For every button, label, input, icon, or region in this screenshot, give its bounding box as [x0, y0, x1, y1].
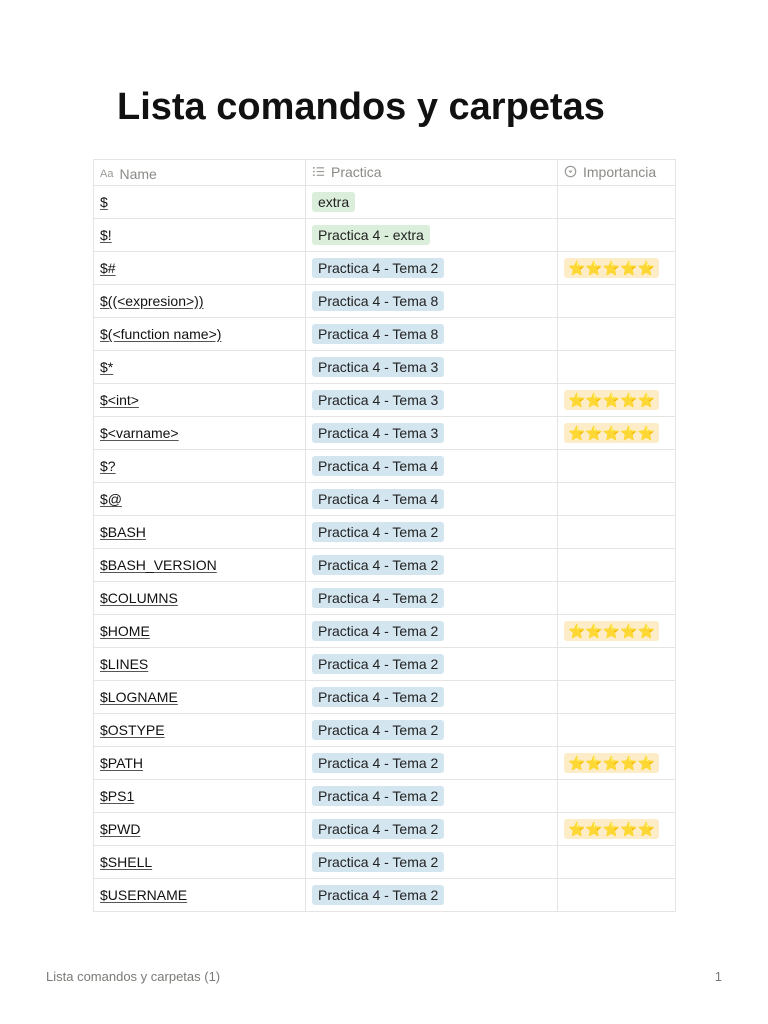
importancia-star-rating: ⭐⭐⭐⭐⭐ — [564, 819, 659, 839]
cell-importancia — [558, 351, 676, 384]
practica-tag: Practica 4 - Tema 2 — [312, 522, 444, 542]
cell-name — [94, 846, 306, 879]
cell-practica — [306, 285, 558, 318]
row-name-link[interactable]: $HOME — [100, 623, 150, 639]
cell-practica — [306, 846, 558, 879]
importancia-star-rating: ⭐⭐⭐⭐⭐ — [564, 753, 659, 773]
cell-practica — [306, 681, 558, 714]
cell-importancia — [558, 879, 676, 912]
table-row[interactable] — [94, 384, 676, 417]
importancia-star-rating: ⭐⭐⭐⭐⭐ — [564, 258, 659, 278]
cell-importancia — [558, 648, 676, 681]
practica-tag: Practica 4 - Tema 2 — [312, 753, 444, 773]
table-row[interactable] — [94, 351, 676, 384]
table-row[interactable] — [94, 219, 676, 252]
table-row[interactable] — [94, 186, 676, 219]
table-row[interactable] — [94, 747, 676, 780]
cell-practica — [306, 582, 558, 615]
cell-name — [94, 450, 306, 483]
practica-tag: Practica 4 - Tema 8 — [312, 324, 444, 344]
practica-tag: Practica 4 - Tema 2 — [312, 786, 444, 806]
table-row[interactable] — [94, 582, 676, 615]
table-row[interactable] — [94, 879, 676, 912]
table-row[interactable] — [94, 252, 676, 285]
cell-importancia — [558, 615, 676, 648]
cell-name — [94, 285, 306, 318]
cell-practica — [306, 417, 558, 450]
row-name-link[interactable]: $COLUMNS — [100, 590, 178, 606]
cell-importancia — [558, 219, 676, 252]
row-name-link[interactable]: $BASH_VERSION — [100, 557, 217, 573]
cell-name — [94, 813, 306, 846]
cell-practica — [306, 219, 558, 252]
practica-tag: Practica 4 - Tema 2 — [312, 621, 444, 641]
cell-importancia — [558, 846, 676, 879]
table-row[interactable] — [94, 615, 676, 648]
cell-name — [94, 384, 306, 417]
importancia-star-rating: ⭐⭐⭐⭐⭐ — [564, 621, 659, 641]
cell-practica — [306, 813, 558, 846]
importancia-star-rating: ⭐⭐⭐⭐⭐ — [564, 423, 659, 443]
cell-practica — [306, 186, 558, 219]
cell-practica — [306, 252, 558, 285]
column-header-label: Name — [119, 165, 157, 182]
cell-name — [94, 714, 306, 747]
row-name-link[interactable]: $<varname> — [100, 425, 179, 441]
practica-tag: Practica 4 - Tema 8 — [312, 291, 444, 311]
row-name-link[interactable]: $LINES — [100, 656, 149, 672]
cell-practica — [306, 516, 558, 549]
cell-practica — [306, 318, 558, 351]
practica-tag: Practica 4 - extra — [312, 225, 430, 245]
cell-practica — [306, 450, 558, 483]
cell-importancia — [558, 285, 676, 318]
practica-tag: Practica 4 - Tema 2 — [312, 885, 444, 905]
row-name-link[interactable]: $PATH — [100, 755, 144, 771]
cell-practica — [306, 714, 558, 747]
select-icon — [564, 165, 577, 178]
column-header-label: Importancia — [583, 163, 657, 180]
cell-importancia — [558, 747, 676, 780]
cell-importancia — [558, 483, 676, 516]
cell-importancia — [558, 186, 676, 219]
cell-importancia — [558, 813, 676, 846]
cell-importancia — [558, 582, 676, 615]
table-row[interactable] — [94, 648, 676, 681]
list-icon — [312, 165, 325, 178]
cell-name — [94, 582, 306, 615]
cell-practica — [306, 384, 558, 417]
cell-name — [94, 747, 306, 780]
cell-name — [94, 516, 306, 549]
footer-page-number: 1 — [714, 969, 722, 984]
practica-tag: Practica 4 - Tema 2 — [312, 852, 444, 872]
cell-name — [94, 681, 306, 714]
cell-importancia — [558, 780, 676, 813]
row-name-link[interactable]: $! — [100, 227, 112, 243]
table-row[interactable] — [94, 813, 676, 846]
cell-practica — [306, 879, 558, 912]
column-header-practica[interactable] — [306, 160, 558, 186]
cell-name — [94, 549, 306, 582]
row-name-link[interactable]: $* — [100, 359, 114, 375]
row-name-link[interactable]: $ — [100, 194, 108, 210]
table-row[interactable] — [94, 549, 676, 582]
cell-practica — [306, 780, 558, 813]
table-row[interactable] — [94, 318, 676, 351]
cell-name — [94, 417, 306, 450]
table-row[interactable] — [94, 846, 676, 879]
table-row[interactable] — [94, 483, 676, 516]
cell-importancia — [558, 681, 676, 714]
practica-tag: Practica 4 - Tema 3 — [312, 390, 444, 410]
practica-tag: Practica 4 - Tema 3 — [312, 357, 444, 377]
cell-name — [94, 351, 306, 384]
row-name-link[interactable]: $# — [100, 260, 116, 276]
row-name-link[interactable]: $((<expresion>)) — [100, 293, 204, 309]
cell-importancia — [558, 384, 676, 417]
table-header-row — [94, 160, 676, 186]
column-header-name[interactable] — [94, 160, 306, 186]
table-row[interactable] — [94, 450, 676, 483]
practica-tag: extra — [312, 192, 355, 212]
cell-practica — [306, 615, 558, 648]
practica-tag: Practica 4 - Tema 3 — [312, 423, 444, 443]
practica-tag: Practica 4 - Tema 2 — [312, 720, 444, 740]
page-title: Lista comandos y carpetas — [117, 86, 605, 128]
row-name-link[interactable]: $LOGNAME — [100, 689, 178, 705]
practica-tag: Practica 4 - Tema 2 — [312, 654, 444, 674]
cell-name — [94, 318, 306, 351]
row-name-link[interactable]: $? — [100, 458, 116, 474]
cell-practica — [306, 351, 558, 384]
cell-name — [94, 186, 306, 219]
cell-name — [94, 879, 306, 912]
cell-importancia — [558, 417, 676, 450]
practica-tag: Practica 4 - Tema 2 — [312, 687, 444, 707]
cell-name — [94, 615, 306, 648]
importancia-star-rating: ⭐⭐⭐⭐⭐ — [564, 390, 659, 410]
cell-name — [94, 219, 306, 252]
cell-practica — [306, 747, 558, 780]
footer-document-title: Lista comandos y carpetas (1) — [46, 969, 221, 984]
cell-importancia — [558, 450, 676, 483]
column-header-importancia[interactable] — [558, 160, 676, 186]
practica-tag: Practica 4 - Tema 2 — [312, 258, 444, 278]
practica-tag: Practica 4 - Tema 2 — [312, 555, 444, 575]
table-row[interactable] — [94, 285, 676, 318]
cell-name — [94, 483, 306, 516]
row-name-link[interactable]: $PS1 — [100, 788, 135, 804]
cell-practica — [306, 483, 558, 516]
database-table — [93, 159, 676, 912]
table-row[interactable] — [94, 780, 676, 813]
row-name-link[interactable]: $BASH — [100, 524, 146, 540]
text-type-icon: Aa — [100, 167, 114, 180]
cell-name — [94, 780, 306, 813]
column-header-label: Practica — [331, 163, 382, 180]
cell-importancia — [558, 549, 676, 582]
table-body — [94, 186, 676, 912]
cell-importancia — [558, 252, 676, 285]
table-row[interactable] — [94, 714, 676, 747]
cell-practica — [306, 648, 558, 681]
cell-name — [94, 648, 306, 681]
practica-tag: Practica 4 - Tema 4 — [312, 489, 444, 509]
row-name-link[interactable]: $OSTYPE — [100, 722, 165, 738]
cell-name — [94, 252, 306, 285]
row-name-link[interactable]: $(<function name>) — [100, 326, 222, 342]
practica-tag: Practica 4 - Tema 4 — [312, 456, 444, 476]
cell-importancia — [558, 516, 676, 549]
row-name-link[interactable]: $PWD — [100, 821, 141, 837]
cell-importancia — [558, 714, 676, 747]
row-name-link[interactable]: $SHELL — [100, 854, 153, 870]
table-row[interactable] — [94, 681, 676, 714]
cell-importancia — [558, 318, 676, 351]
cell-practica — [306, 549, 558, 582]
row-name-link[interactable]: $@ — [100, 491, 122, 507]
table-row[interactable] — [94, 516, 676, 549]
row-name-link[interactable]: $USERNAME — [100, 887, 188, 903]
practica-tag: Practica 4 - Tema 2 — [312, 588, 444, 608]
practica-tag: Practica 4 - Tema 2 — [312, 819, 444, 839]
table-row[interactable] — [94, 417, 676, 450]
row-name-link[interactable]: $<int> — [100, 392, 139, 408]
